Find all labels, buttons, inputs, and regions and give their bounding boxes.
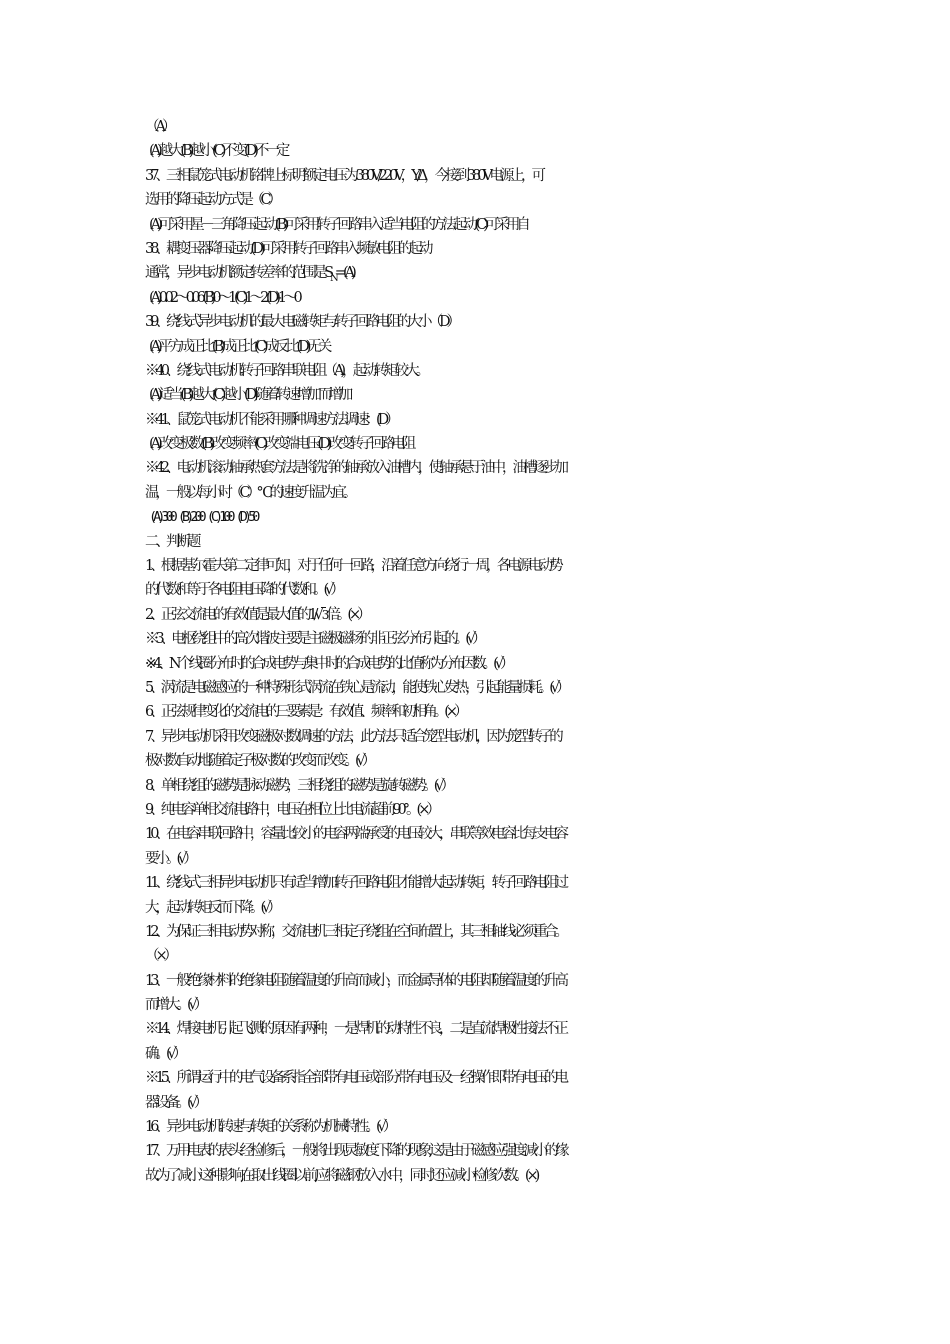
question-line: 8、单相绕组的磁势是脉动磁势，三相绕组的磁势是旋转磁势。(√） — [145, 777, 452, 794]
option-line: (A)0.02～0.06 (B)0～1 (C)1～2 (D)-1～0 — [149, 289, 299, 306]
question-line: 13、一般绝缘材料的绝缘电阻随着温度的升高而减小，而金属导体的电阻却随着温度的升高 — [145, 972, 565, 989]
question-line: 16、异步电动机转速与转矩的关系称为机械特性。(√） — [145, 1119, 394, 1136]
question-line — [145, 603, 815, 627]
text-line: 确。(√） — [145, 1045, 184, 1062]
sqrt-radicand: 3 — [321, 607, 326, 622]
question-line: 6、正弦规律变化的交流电的三要素是：有效值、频率和初相角。(×） — [145, 704, 465, 721]
text-line: 而增大。(√） — [145, 997, 205, 1014]
question-line: 12、为保证三相电动势对称，交流电机三相定子绕组在空间布置上，其三相轴线必须重合。 — [145, 923, 565, 940]
option-line: (A)平方成正比 (B)成正比 (C)成反比 (D)无关 — [149, 338, 329, 355]
question-line: 37、三相鼠笼式电动机铭牌上标明额定电压为 380V/220V，Y/Δ，今接到 380V 电源上，可 — [145, 167, 543, 184]
question-line: 11、绕线式三相异步电动机只有适当增加转子回路电阻才能增大起动转矩，转子回路电阻过 — [145, 875, 565, 892]
section-heading: 二、判断题 — [145, 533, 198, 550]
text-line: 大，起动转矩反而下降。(√） — [145, 899, 278, 916]
document-body — [145, 115, 815, 1188]
question-line: 7、异步电动机采用改变磁极对数调速的方法，此方法只适合笼型电动机，因为笼型转子的 — [145, 728, 560, 745]
text-segment: 倍。(×） — [326, 606, 368, 623]
option-line: (A)越大 (B)越小 (C)不变 (D)不一定 — [149, 143, 287, 160]
text-segment: 通常，异步电动机额定转差率的范围是 S — [145, 265, 331, 282]
text-line: 温，一般以每小时（C）℃的速度升温为宜。 — [145, 484, 354, 501]
option-line: (A)可采用星－三角降压起动 (B)可采用转子回路串入适当电阻的方法起动 (C)可采用自 — [149, 216, 527, 233]
option-line: (A)300 (B)200 (C)100 (D)50 — [149, 509, 257, 526]
text-line: 的代数和等于各电阻电压降的代数和。(√） — [145, 582, 341, 599]
question-line: 1、根据基尔霍夫第二定律可知，对于任何一回路，沿着任意方向绕行一周，各电源电动势 — [145, 558, 560, 575]
option-line: (A)适当 (B)越大 (C)越小 (D)随着转速增加而增加 — [149, 387, 350, 404]
question-line: ※14、焊接电机引起飞溅的原因有两种，一是焊机的动特性不良，二是直流焊极性接法不正 — [145, 1021, 565, 1038]
text-line: 器设备。(√） — [145, 1094, 205, 1111]
question-line: 9、纯电容单相交流电路中，电压在相位上比电流超前 90°。(×） — [145, 801, 437, 818]
text-segment: 2、正弦交流电的有效值是最大值的 1/ — [145, 606, 315, 623]
text-segment: =(A) — [334, 265, 353, 282]
option-line: (A)改变极数 (B)改变频率 (C)改变端电压 (D)改变转子回路电阻 — [149, 436, 413, 453]
question-line: ※41、鼠笼式电动机不能采用哪种调速方法调速：(D） — [145, 411, 396, 428]
question-line: ※42、电动机滚动轴承热套方法是将洗净的轴承放入油槽内，使轴承悬于油中，油槽逐步加 — [145, 460, 565, 477]
text-line: （×） — [145, 948, 175, 965]
text-line: 选用的降压起动方式是（C） — [145, 192, 279, 209]
sqrt-symbol: √ — [314, 606, 320, 623]
question-line: ※15、所谓运行中的电气设备系指全部带有电压或部分带有电压及一经操作即带有电压的电 — [145, 1070, 565, 1087]
text-line: 要小。(√） — [145, 850, 194, 867]
question-line: 38、耦变压器降压起动 (D)可采用转子回路串入频敏电阻的起动 — [145, 240, 430, 257]
question-line: 17、万用电表的表头经检修后，一般将出现灵敏度下降的现象,这是由于磁感应强度减小的缘 — [145, 1143, 566, 1160]
text-line: 故.为了减小这种影响,在取出线圈以前,应将磁钢放入水中，同时还应减小检修次数。(×) — [145, 1167, 537, 1184]
question-line: ※3、电枢绕组中的高次谐波主要是主磁极磁场的非正弦分布引起的。(√） — [145, 631, 483, 648]
text-line: （A） — [145, 119, 173, 135]
question-line: 10、在电容串联回路中，容量比较小的电容两端承受的电压较大，串联等效电容比每支电容 — [145, 826, 565, 843]
question-line: ※40、绕线式电动机转子回路串联电阻（A)，起动转矩较大。 — [145, 362, 427, 379]
text-line: 极对数自动地随着定子极对数的改变而改变。(√） — [145, 753, 373, 770]
question-line: 39、绕线式异步电动机的最大电磁转矩与转子回路电阻的大小（D） — [145, 314, 458, 331]
text-line — [145, 261, 815, 285]
subscript: N — [330, 273, 335, 285]
question-line: 5、涡流是电磁感应的一种特殊形式涡流在铁心是流动，能使铁心发热，引起能量损耗。(√） — [145, 679, 567, 696]
question-line: ※4、N 个线圈分布时的合成电势与集中时的合成电势的比值称为分布因数。(√） — [145, 655, 511, 672]
